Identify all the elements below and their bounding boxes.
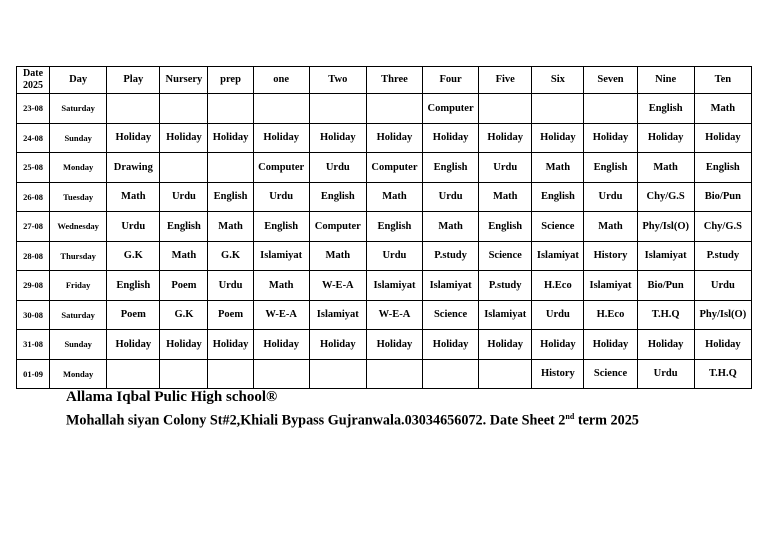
column-header: Four bbox=[423, 67, 479, 94]
subject-cell: English bbox=[584, 153, 637, 183]
subject-cell: T.H.Q bbox=[694, 359, 751, 389]
address-text: Mohallah siyan Colony St#2,Khiali Bypass Gujranwala.03034656072. Date Sheet 2 bbox=[66, 412, 566, 429]
date-cell: 01-09 bbox=[17, 359, 50, 389]
subject-cell: Math bbox=[423, 212, 479, 242]
column-header: Nine bbox=[637, 67, 694, 94]
subject-cell: Holiday bbox=[423, 123, 479, 153]
column-header: one bbox=[253, 67, 309, 94]
table-row bbox=[17, 182, 752, 212]
subject-cell: Islamiyat bbox=[366, 271, 422, 301]
subject-cell: P.study bbox=[694, 241, 751, 271]
day-cell: Saturday bbox=[50, 94, 107, 124]
subject-cell: Chy/G.S bbox=[694, 212, 751, 242]
ordinal-suffix: nd bbox=[565, 412, 575, 421]
subject-cell bbox=[479, 359, 532, 389]
column-header: Nursery bbox=[160, 67, 208, 94]
subject-cell bbox=[479, 94, 532, 124]
date-cell: 27-08 bbox=[17, 212, 50, 242]
subject-cell: Urdu bbox=[366, 241, 422, 271]
date-cell: 30-08 bbox=[17, 300, 50, 330]
table-row bbox=[17, 153, 752, 183]
subject-cell: P.study bbox=[479, 271, 532, 301]
subject-cell bbox=[208, 94, 253, 124]
subject-cell: Science bbox=[532, 212, 584, 242]
column-header: Seven bbox=[584, 67, 637, 94]
date-cell: 31-08 bbox=[17, 330, 50, 360]
subject-cell: Holiday bbox=[309, 123, 366, 153]
subject-cell: English bbox=[208, 182, 253, 212]
table-row bbox=[17, 359, 752, 389]
day-cell: Wednesday bbox=[50, 212, 107, 242]
subject-cell bbox=[309, 359, 366, 389]
subject-cell: Urdu bbox=[584, 182, 637, 212]
subject-cell: Holiday bbox=[253, 123, 309, 153]
subject-cell bbox=[423, 359, 479, 389]
subject-cell: Phy/Isl(O) bbox=[694, 300, 751, 330]
subject-cell: Bio/Pun bbox=[637, 271, 694, 301]
subject-cell: Math bbox=[584, 212, 637, 242]
subject-cell: Holiday bbox=[423, 330, 479, 360]
subject-cell: T.H.Q bbox=[637, 300, 694, 330]
subject-cell: Holiday bbox=[479, 123, 532, 153]
subject-cell: Drawing bbox=[107, 153, 160, 183]
subject-cell: Chy/G.S bbox=[637, 182, 694, 212]
column-header: Play bbox=[107, 67, 160, 94]
subject-cell bbox=[584, 94, 637, 124]
subject-cell: Science bbox=[479, 241, 532, 271]
subject-cell bbox=[208, 359, 253, 389]
subject-cell bbox=[309, 94, 366, 124]
column-header: Six bbox=[532, 67, 584, 94]
table-row bbox=[17, 300, 752, 330]
subject-cell: Math bbox=[160, 241, 208, 271]
column-header: Ten bbox=[694, 67, 751, 94]
column-header: prep bbox=[208, 67, 253, 94]
subject-cell: Science bbox=[584, 359, 637, 389]
subject-cell bbox=[366, 94, 422, 124]
subject-cell bbox=[160, 359, 208, 389]
column-header: Date 2025 bbox=[17, 67, 50, 94]
subject-cell: G.K bbox=[160, 300, 208, 330]
subject-cell: G.K bbox=[107, 241, 160, 271]
subject-cell: Holiday bbox=[694, 123, 751, 153]
subject-cell: Islamiyat bbox=[637, 241, 694, 271]
subject-cell: Holiday bbox=[584, 123, 637, 153]
subject-cell: Urdu bbox=[107, 212, 160, 242]
address-line bbox=[66, 407, 639, 431]
subject-cell: Urdu bbox=[423, 182, 479, 212]
subject-cell: Science bbox=[423, 300, 479, 330]
table-row bbox=[17, 94, 752, 124]
day-cell: Saturday bbox=[50, 300, 107, 330]
subject-cell: History bbox=[532, 359, 584, 389]
column-header: Three bbox=[366, 67, 422, 94]
subject-cell: Poem bbox=[107, 300, 160, 330]
subject-cell: Phy/Isl(O) bbox=[637, 212, 694, 242]
subject-cell: Bio/Pun bbox=[694, 182, 751, 212]
subject-cell: Holiday bbox=[253, 330, 309, 360]
subject-cell: Holiday bbox=[107, 330, 160, 360]
date-cell: 24-08 bbox=[17, 123, 50, 153]
subject-cell: Computer bbox=[253, 153, 309, 183]
date-cell: 29-08 bbox=[17, 271, 50, 301]
subject-cell: Holiday bbox=[366, 123, 422, 153]
column-header: Day bbox=[50, 67, 107, 94]
subject-cell: Computer bbox=[423, 94, 479, 124]
subject-cell: English bbox=[532, 182, 584, 212]
subject-cell bbox=[160, 153, 208, 183]
subject-cell: Holiday bbox=[160, 330, 208, 360]
day-cell: Friday bbox=[50, 271, 107, 301]
subject-cell: Math bbox=[309, 241, 366, 271]
subject-cell: English bbox=[637, 94, 694, 124]
subject-cell: Computer bbox=[309, 212, 366, 242]
subject-cell: Islamiyat bbox=[309, 300, 366, 330]
subject-cell: Holiday bbox=[107, 123, 160, 153]
subject-cell: Math bbox=[479, 182, 532, 212]
subject-cell: Math bbox=[107, 182, 160, 212]
subject-cell: Holiday bbox=[208, 123, 253, 153]
subject-cell: Holiday bbox=[532, 123, 584, 153]
subject-cell: Math bbox=[253, 271, 309, 301]
term-text: term 2025 bbox=[574, 412, 639, 429]
date-cell: 25-08 bbox=[17, 153, 50, 183]
table-body bbox=[17, 94, 752, 389]
day-cell: Thursday bbox=[50, 241, 107, 271]
school-name: Allama Iqbal Pulic High school® bbox=[66, 389, 278, 405]
subject-cell: English bbox=[107, 271, 160, 301]
subject-cell: Poem bbox=[160, 271, 208, 301]
day-cell: Tuesday bbox=[50, 182, 107, 212]
date-sheet-table bbox=[16, 66, 752, 389]
subject-cell: Holiday bbox=[532, 330, 584, 360]
subject-cell: W-E-A bbox=[366, 300, 422, 330]
subject-cell: Math bbox=[532, 153, 584, 183]
table-row bbox=[17, 123, 752, 153]
subject-cell bbox=[253, 359, 309, 389]
subject-cell: Poem bbox=[208, 300, 253, 330]
subject-cell: Holiday bbox=[637, 330, 694, 360]
subject-cell: Computer bbox=[366, 153, 422, 183]
subject-cell: English bbox=[423, 153, 479, 183]
footer bbox=[66, 388, 639, 431]
subject-cell bbox=[208, 153, 253, 183]
subject-cell: English bbox=[253, 212, 309, 242]
subject-cell: W-E-A bbox=[309, 271, 366, 301]
subject-cell: Holiday bbox=[584, 330, 637, 360]
table-row bbox=[17, 330, 752, 360]
subject-cell: Urdu bbox=[637, 359, 694, 389]
subject-cell: Islamiyat bbox=[584, 271, 637, 301]
subject-cell: Math bbox=[694, 94, 751, 124]
subject-cell: W-E-A bbox=[253, 300, 309, 330]
subject-cell: H.Eco bbox=[532, 271, 584, 301]
subject-cell: Holiday bbox=[309, 330, 366, 360]
subject-cell: P.study bbox=[423, 241, 479, 271]
table-row bbox=[17, 271, 752, 301]
subject-cell: Urdu bbox=[160, 182, 208, 212]
subject-cell bbox=[160, 94, 208, 124]
header-row bbox=[17, 67, 752, 94]
subject-cell: Holiday bbox=[637, 123, 694, 153]
subject-cell: Islamiyat bbox=[423, 271, 479, 301]
day-cell: Sunday bbox=[50, 330, 107, 360]
subject-cell: Holiday bbox=[208, 330, 253, 360]
subject-cell bbox=[107, 94, 160, 124]
day-cell: Monday bbox=[50, 153, 107, 183]
subject-cell: English bbox=[160, 212, 208, 242]
subject-cell: English bbox=[309, 182, 366, 212]
subject-cell: Holiday bbox=[479, 330, 532, 360]
subject-cell bbox=[253, 94, 309, 124]
subject-cell: History bbox=[584, 241, 637, 271]
table-row bbox=[17, 212, 752, 242]
subject-cell: English bbox=[694, 153, 751, 183]
date-cell: 28-08 bbox=[17, 241, 50, 271]
subject-cell: English bbox=[366, 212, 422, 242]
subject-cell: Islamiyat bbox=[479, 300, 532, 330]
subject-cell: Holiday bbox=[366, 330, 422, 360]
subject-cell: Math bbox=[366, 182, 422, 212]
subject-cell: Urdu bbox=[532, 300, 584, 330]
subject-cell: Holiday bbox=[160, 123, 208, 153]
subject-cell bbox=[532, 94, 584, 124]
subject-cell: Urdu bbox=[694, 271, 751, 301]
subject-cell: H.Eco bbox=[584, 300, 637, 330]
subject-cell: Holiday bbox=[694, 330, 751, 360]
column-header: Five bbox=[479, 67, 532, 94]
subject-cell: Urdu bbox=[253, 182, 309, 212]
subject-cell: Math bbox=[637, 153, 694, 183]
subject-cell: English bbox=[479, 212, 532, 242]
subject-cell: G.K bbox=[208, 241, 253, 271]
subject-cell: Urdu bbox=[479, 153, 532, 183]
column-header: Two bbox=[309, 67, 366, 94]
subject-cell: Urdu bbox=[208, 271, 253, 301]
day-cell: Sunday bbox=[50, 123, 107, 153]
day-cell: Monday bbox=[50, 359, 107, 389]
subject-cell bbox=[366, 359, 422, 389]
subject-cell bbox=[107, 359, 160, 389]
date-cell: 26-08 bbox=[17, 182, 50, 212]
subject-cell: Islamiyat bbox=[253, 241, 309, 271]
table-row bbox=[17, 241, 752, 271]
subject-cell: Math bbox=[208, 212, 253, 242]
date-cell: 23-08 bbox=[17, 94, 50, 124]
subject-cell: Islamiyat bbox=[532, 241, 584, 271]
subject-cell: Urdu bbox=[309, 153, 366, 183]
